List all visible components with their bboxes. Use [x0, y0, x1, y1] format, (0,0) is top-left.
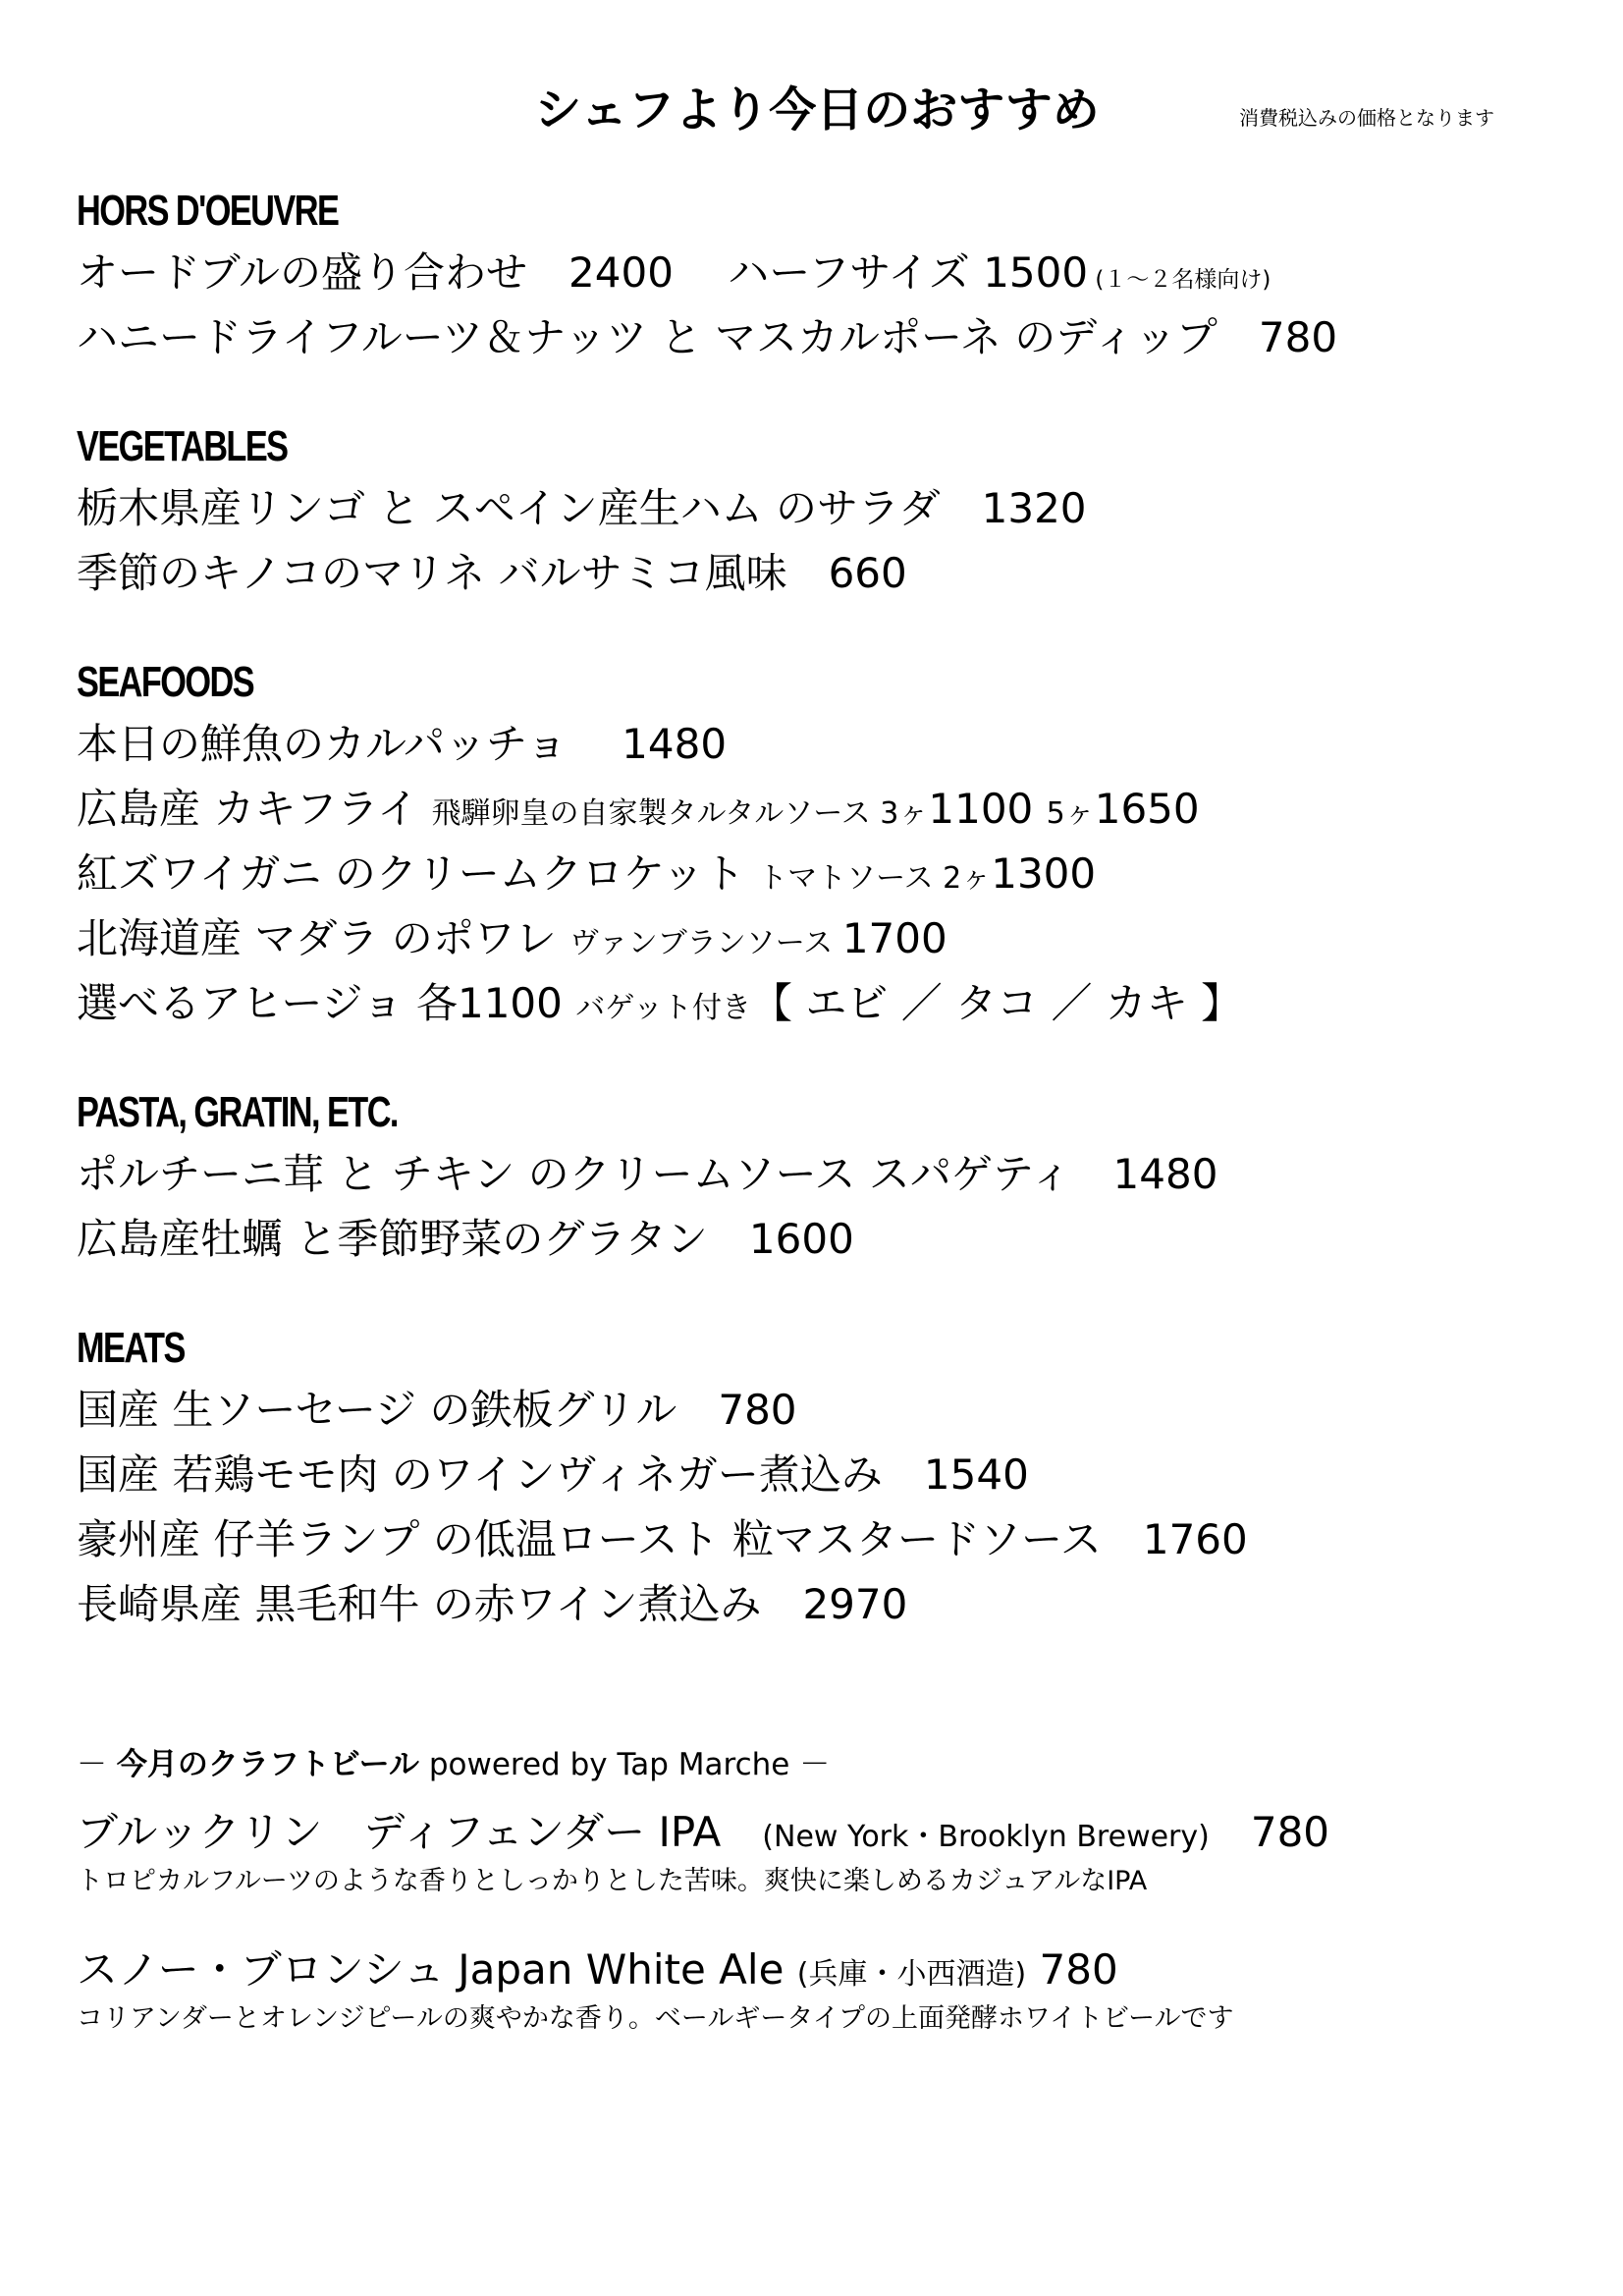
menu-item-note: 飛騨卵皇の自家製タルタルソース 3ヶ: [431, 796, 929, 831]
menu-item-text: 紅ズワイガニ のクリームクロケット: [77, 849, 759, 898]
menu-item-note: トマトソース 2ヶ: [758, 861, 992, 896]
menu-item: [77, 842, 1623, 906]
menu-item-text: オードブルの盛り合わせ 2400 ハーフサイズ 1500: [77, 248, 1089, 297]
menu-item-text: 本日の鮮魚のカルパッチョ 1480: [77, 720, 728, 768]
beer-origin: (New York・Brooklyn Brewery): [762, 1820, 1210, 1854]
beer-price: 780: [1209, 1808, 1330, 1856]
menu-item: [77, 241, 1623, 305]
menu-item-note: バゲット付き: [575, 991, 752, 1025]
menu-section: [77, 182, 1623, 370]
menu-item: [77, 906, 1623, 971]
menu-section: [77, 1319, 1623, 1637]
menu-item-note: ヴァンブランソース: [569, 926, 842, 960]
beer-price: 780: [1026, 1945, 1118, 1994]
beer-item: [77, 1801, 1623, 1864]
menu-item: [77, 1207, 1623, 1272]
menu-item: [77, 712, 1623, 777]
beer-description: トロピカルフルーツのような香りとしっかりとした苦味。爽快に楽しめるカジュアルなIPA: [77, 1866, 1148, 1896]
menu-item: [77, 1572, 1623, 1637]
menu-section: [77, 1083, 1623, 1272]
menu-item-text: 【 エビ ／ タコ ／ カキ 】: [751, 979, 1243, 1027]
menu-item-text: 1300: [991, 849, 1097, 898]
section-heading: HORS D'OEUVRE: [77, 187, 339, 235]
menu-item-note: (１～２名様向け): [1088, 267, 1271, 293]
menu-item: [77, 1443, 1623, 1507]
menu-item-text: 長崎県産 黒毛和牛 の赤ワイン煮込み 2970: [77, 1580, 908, 1628]
menu-item-text: ハニードライフルーツ＆ナッツ と マスカルポーネ のディップ 780: [77, 313, 1338, 361]
beer-item: [77, 1939, 1623, 2001]
menu-item-text: 選べるアヒージョ 各1100: [77, 979, 576, 1027]
menu-item-text: 1700: [841, 914, 947, 962]
menu-item: [77, 305, 1623, 370]
menu-item-text: 広島産牡蠣 と季節野菜のグラタン 1600: [77, 1215, 854, 1263]
craft-beer-title: 今月のクラフトビール: [116, 1747, 419, 1782]
menu-item-text: 国産 生ソーセージ の鉄板グリル 780: [77, 1386, 797, 1434]
menu-item-text: 北海道産 マダラ のポワレ: [77, 914, 570, 962]
menu-item-text: 季節のキノコのマリネ バルサミコ風味 660: [77, 549, 907, 597]
section-heading: MEATS: [77, 1324, 185, 1372]
section-heading: PASTA, GRATIN, ETC.: [77, 1088, 398, 1136]
menu-item: [77, 1378, 1623, 1443]
menu-item-text: 1650: [1094, 785, 1200, 833]
menu-item: [77, 476, 1623, 541]
menu: [77, 182, 1623, 1684]
menu-item: [77, 971, 1623, 1036]
section-heading: VEGETABLES: [77, 422, 288, 470]
menu-item: [77, 1507, 1623, 1572]
menu-item-text: 1100: [928, 785, 1047, 833]
menu-item-note: 5ヶ: [1046, 796, 1095, 831]
beer-name: スノー・ブロンシュ Japan White Ale: [77, 1945, 797, 1994]
menu-item-text: 国産 若鶏モモ肉 のワインヴィネガー煮込み 1540: [77, 1450, 1029, 1499]
menu-item-text: 栃木県産リンゴ と スペイン産生ハム のサラダ 1320: [77, 484, 1087, 532]
craft-beer-heading: [77, 1740, 1623, 1789]
page-title: シェフより今日のおすすめ: [534, 82, 1100, 137]
beer-origin: (兵庫・小西酒造): [796, 1957, 1027, 1992]
menu-item: [77, 777, 1623, 842]
section-heading: SEAFOODS: [77, 658, 254, 706]
menu-item-text: ポルチーニ茸 と チキン のクリームソース スパゲティ 1480: [77, 1150, 1218, 1198]
menu-item: [77, 1142, 1623, 1207]
beer-name: ブルックリン ディフェンダー IPA: [77, 1808, 763, 1856]
beer-description: コリアンダーとオレンジピールの爽やかな香り。ベールギータイプの上面発酵ホワイトビールです: [77, 2003, 1234, 2034]
craft-beer-section: [77, 1740, 1623, 2037]
dash: －: [77, 1747, 117, 1782]
tax-note: 消費税込みの価格となります: [1239, 106, 1494, 130]
menu-section: [77, 417, 1623, 606]
menu-item-text: 広島産 カキフライ: [77, 785, 432, 833]
powered-by: powered by Tap Marche －: [419, 1747, 831, 1782]
menu-item: [77, 541, 1623, 606]
menu-item-text: 豪州産 仔羊ランプ の低温ロースト 粒マスタードソース 1760: [77, 1515, 1248, 1563]
menu-section: [77, 653, 1623, 1036]
